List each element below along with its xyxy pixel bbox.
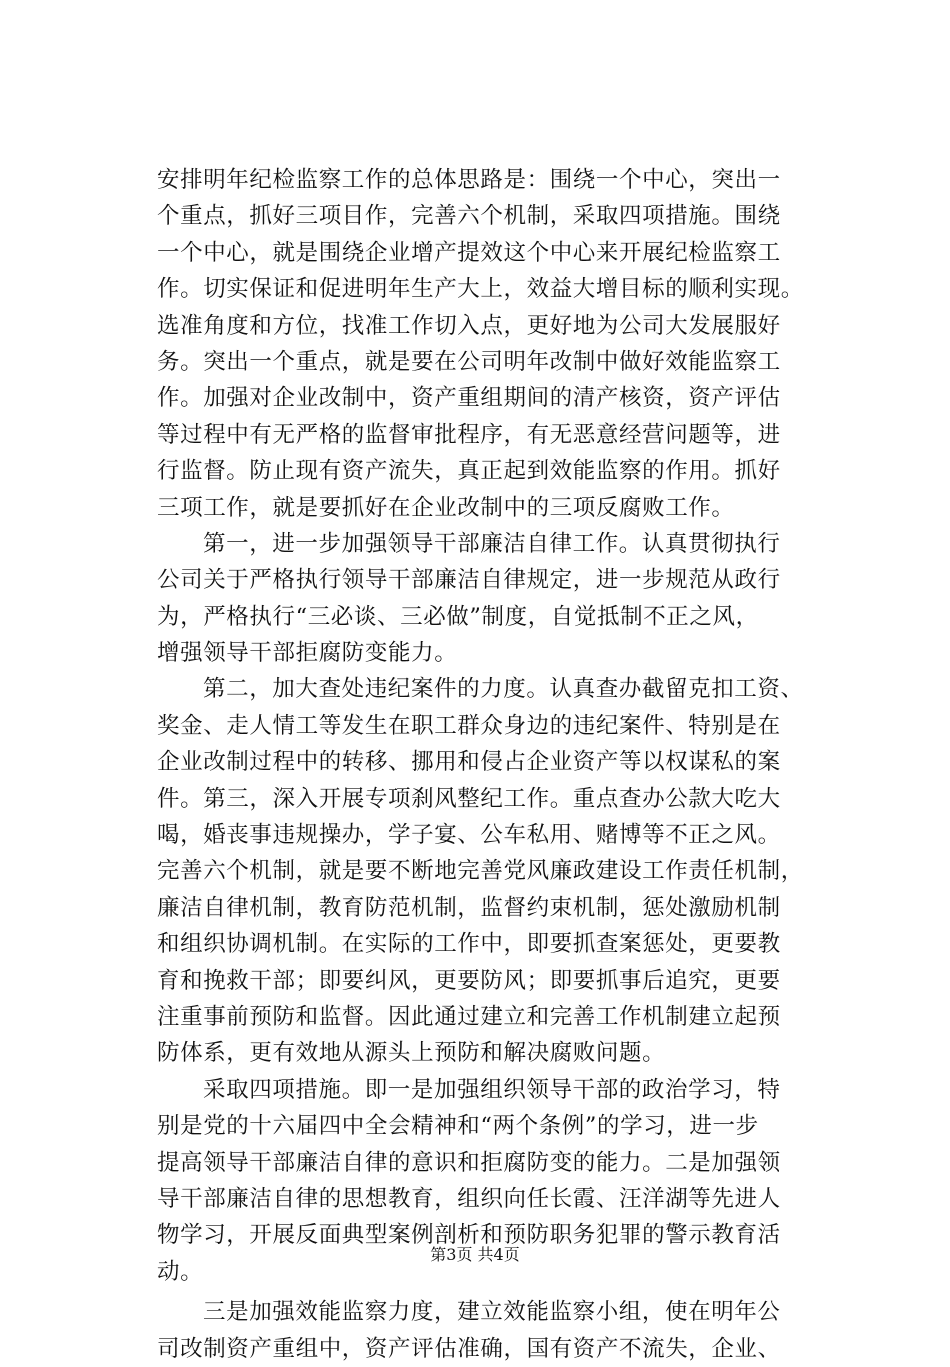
text-line: 务。突出一个重点，就是要在公司明年改制中做好效能监察工 [157,348,781,375]
text-line: 育和挽救干部；即要纠风，更要防风；即要抓事后追究，更要 [157,967,781,994]
paragraph-first-line: 三是加强效能监察力度，建立效能监察小组，使在明年公 [203,1299,781,1326]
text-line: 等过程中有无严格的监督审批程序，有无恶意经营问题等，进 [157,421,781,448]
text-line: 企业改制过程中的转移、挪用和侵占企业资产等以权谋私的案 [157,749,781,776]
text-line: 安排明年纪检监察工作的总体思路是：围绕一个中心，突出一 [157,167,781,193]
text-line: 为，严格执行“三必谈、三必做”制度，自觉抵制不正之风， [157,603,759,630]
text-line: 完善六个机制，就是要不断地完善党风廉政建设工作责任机制， [157,858,804,885]
text-line: 司改制资产重组中，资产评估准确，国有资产不流失，企业、 [157,1335,781,1362]
paragraph-first-line: 采取四项措施。即一是加强组织领导干部的政治学习，特 [203,1076,781,1103]
text-line: 和组织协调机制。在实际的工作中，即要抓查案惩处，更要教 [157,931,781,958]
text-line: 注重事前预防和监督。因此通过建立和完善工作机制建立起预 [157,1003,781,1030]
text-line: 防体系，更有效地从源头上预防和解决腐败问题。 [157,1040,666,1067]
text-line: 件。第三，深入开展专项刹风整纪工作。重点查办公款大吃大 [157,785,781,812]
text-line: 一个中心，就是围绕企业增产提效这个中心来开展纪检监察工 [157,239,781,266]
text-line: 廉洁自律机制，教育防范机制，监督约束机制，惩处激励机制 [157,894,781,921]
page-number-footer: 第3页 共4页 [430,1245,520,1264]
text-line: 提高领导干部廉洁自律的意识和拒腐防变的能力。二是加强领 [157,1149,781,1176]
document-body [157,162,857,1367]
text-line: 增强领导干部拒腐防变能力。 [157,640,458,667]
paragraph-first-line: 第一，进一步加强领导干部廉洁自律工作。认真贯彻执行 [203,530,781,557]
text-line: 别是党的十六届四中全会精神和“两个条例”的学习，进一步 [157,1113,759,1140]
text-line: 作。加强对企业改制中，资产重组期间的清产核资，资产评估 [157,385,781,412]
text-line: 行监督。防止现有资产流失，真正起到效能监察的作用。抓好 [157,458,781,485]
text-line: 公司关于严格执行领导干部廉洁自律规定，进一步规范从政行 [157,567,781,594]
text-line: 导干部廉洁自律的思想教育，组织向任长霞、汪洋湖等先进人 [157,1185,781,1212]
text-line: 动。 [157,1258,204,1285]
text-line: 选准角度和方位，找准工作切入点，更好地为公司大发展服好 [157,312,781,339]
text-line: 奖金、走人情工等发生在职工群众身边的违纪案件、特别是在 [157,712,781,739]
text-line: 作。切实保证和促进明年生产大上，效益大增目标的顺利实现。 [157,276,804,303]
text-line: 物学习，开展反面典型案例剖析和预防职务犯罪的警示教育活 [157,1222,781,1249]
text-line: 个重点，抓好三项目作，完善六个机制，采取四项措施。围绕 [157,203,781,230]
paragraph-first-line: 第二，加大查处违纪案件的力度。认真查办截留克扣工资、 [203,676,804,703]
text-line: 喝，婚丧事违规操办，学子宴、公车私用、赌博等不正之风。 [157,822,781,849]
text-line: 三项工作，就是要抓好在企业改制中的三项反腐败工作。 [157,494,735,521]
